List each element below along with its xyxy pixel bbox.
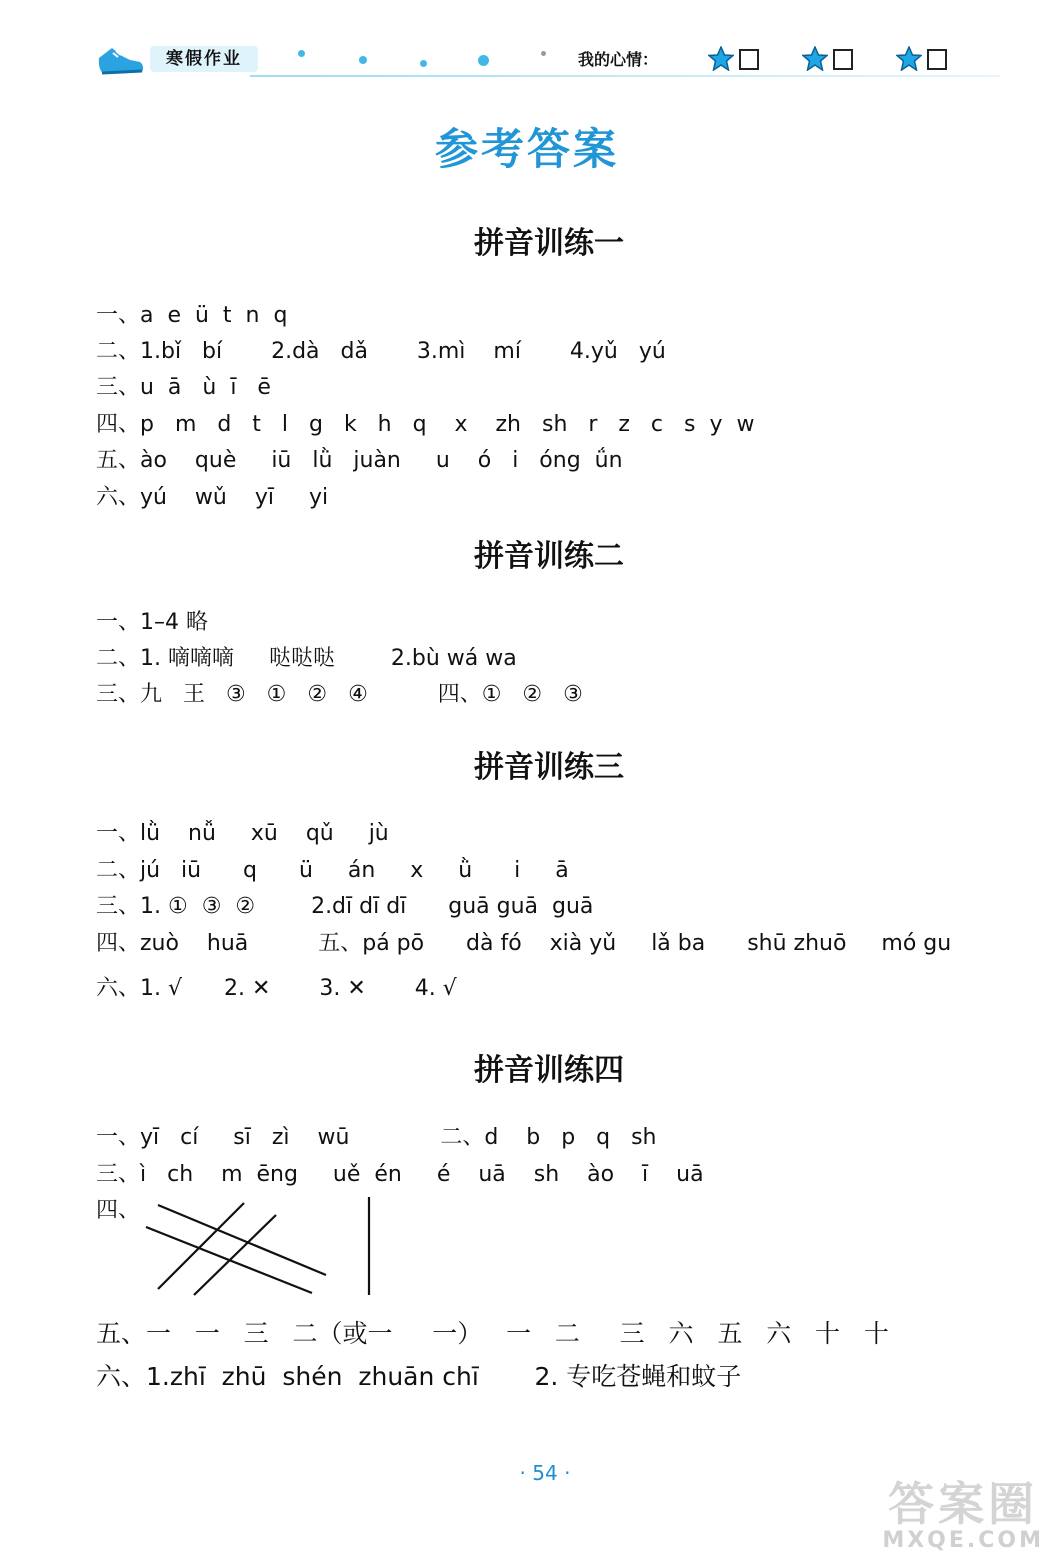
book-title: 寒假作业: [150, 46, 258, 72]
answer-line: 二、1.bǐ bí 2.dà dǎ 3.mì mí 4.yǔ yú: [96, 339, 666, 364]
answer-line: 三、ì ch m ēng uě én é uā sh ào ī uā: [96, 1162, 704, 1187]
answer-line: 三、1. ① ③ ② 2.dī dī dī guā guā guā: [96, 894, 594, 919]
decor-dot: [298, 50, 305, 57]
page-header: [0, 0, 1054, 95]
checkbox-icon[interactable]: [739, 49, 759, 70]
watermark-text: 答案圈: [888, 1477, 1039, 1531]
decor-dot: [420, 60, 427, 67]
answer-line: 一、1–4 略: [96, 610, 208, 635]
decor-dot: [478, 55, 489, 66]
answer-line: 一、yī cí sī zì wū 二、d b p q sh: [96, 1125, 657, 1150]
answer-line: 五、一 一 三 二（或一 一） 一 二 三 六 五 六 十 十: [96, 1319, 889, 1348]
answer-line: 三、u ā ù ī ē: [96, 375, 271, 400]
star-icon: [802, 46, 828, 71]
answer-line: 六、1.zhī zhū shén zhuān chī 2. 专吃苍蝇和蚊子: [96, 1362, 742, 1391]
star-icon: [708, 46, 734, 71]
checkbox-icon[interactable]: [927, 49, 947, 70]
page-number: · 54 ·: [519, 1461, 571, 1485]
section-title: 拼音训练四: [474, 1053, 624, 1088]
answer-line: 六、1. √ 2. ✕ 3. ✕ 4. √: [96, 976, 457, 1001]
decor-dot: [541, 51, 546, 56]
watermark-logo: [882, 1468, 1044, 1553]
answer-line: 一、a e ü t n q: [96, 303, 288, 328]
page-title: 参考答案: [435, 125, 619, 175]
answer-line: 一、lǜ nǚ xū qǔ jù: [96, 821, 389, 846]
answer-line: 三、九 王 ③ ① ② ④ 四、① ② ③: [96, 682, 583, 707]
section-title: 拼音训练二: [474, 539, 624, 574]
answer-line: 四、: [96, 1198, 141, 1223]
matching-lines-diagram: [140, 1195, 380, 1299]
answer-line: 四、zuò huā 五、pá pō dà fó xià yǔ lǎ ba shū zhuō mó gu: [96, 931, 952, 956]
watermark-url: MXQE.COM: [882, 1528, 1044, 1553]
mood-option[interactable]: [896, 46, 948, 72]
mood-option[interactable]: [708, 46, 760, 72]
answer-line: 四、p m d t l g k h q x zh sh r z c s y w: [96, 412, 755, 437]
sneaker-icon: [96, 44, 146, 78]
answer-line: 二、1. 嘀嘀嘀 哒哒哒 2.bù wá wa: [96, 646, 517, 671]
answer-line: 二、jú iū q ü án x ǜ i ā: [96, 858, 569, 883]
mood-option[interactable]: [802, 46, 854, 72]
header-rule: [250, 75, 1000, 77]
mood-label: 我的心情：: [578, 50, 659, 69]
decor-dot: [359, 56, 367, 64]
section-title: 拼音训练三: [474, 750, 624, 785]
star-icon: [896, 46, 922, 71]
answer-line: 五、ào què iū lǜ juàn u ó i óng ǘn: [96, 448, 623, 473]
checkbox-icon[interactable]: [833, 49, 853, 70]
answer-line: 六、yú wǔ yī yi: [96, 485, 329, 510]
section-title: 拼音训练一: [474, 226, 624, 261]
